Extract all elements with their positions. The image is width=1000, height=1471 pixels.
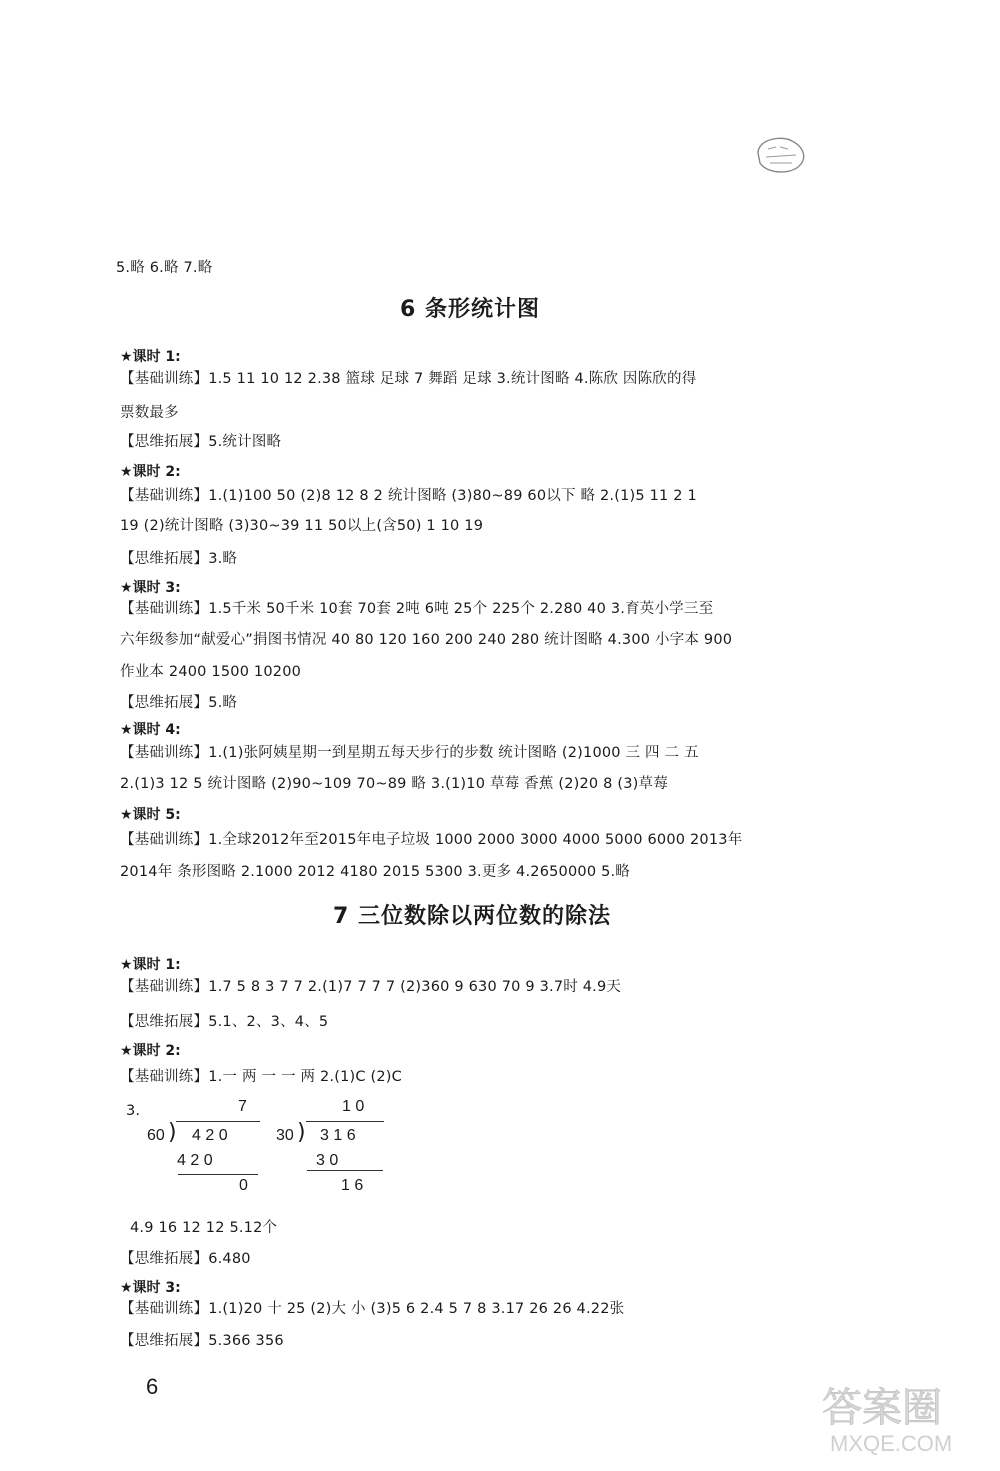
remainder: 1 6	[341, 1177, 364, 1194]
division-bracket-icon: )	[168, 1120, 177, 1145]
dividend: 4 2 0	[192, 1127, 228, 1144]
lesson-label: ★课时 2:	[120, 1043, 181, 1059]
answer-line: 【基础训练】1.5 11 10 12 2.38 篮球 足球 7 舞蹈 足球 3.统计图略 4.陈欣 因陈欣的得	[120, 371, 697, 387]
answer-line: 【思维拓展】5.366 356	[120, 1333, 284, 1349]
answer-line: 【思维拓展】5.略	[120, 695, 238, 711]
section-6-title: 6 条形统计图	[400, 297, 540, 322]
answer-line: 【基础训练】1.一 两 一 一 两 2.(1)C (2)C	[120, 1069, 402, 1085]
svg-text:答案圈: 答案圈	[822, 1385, 942, 1431]
answer-line: 【基础训练】1.(1)张阿姨星期一到星期五每天步行的步数 统计图略 (2)1000 三 四 二 五	[120, 745, 699, 761]
answer-line: 票数最多	[120, 405, 179, 421]
prev-answers-line: 5.略 6.略 7.略	[116, 260, 213, 276]
lesson-label: ★课时 4:	[120, 722, 181, 738]
item-number: 3.	[126, 1103, 141, 1119]
lesson-label: ★课时 1:	[120, 349, 181, 365]
quotient: 1 0	[342, 1098, 365, 1115]
lesson-label: ★课时 3:	[120, 1280, 181, 1296]
answer-line: 【思维拓展】5.统计图略	[120, 434, 282, 450]
answer-line: 作业本 2400 1500 10200	[120, 664, 302, 680]
section-7-title: 7 三位数除以两位数的除法	[333, 904, 611, 929]
dividend: 3 1 6	[320, 1127, 356, 1144]
answer-line: 【基础训练】1.(1)100 50 (2)8 12 8 2 统计图略 (3)80~89 60以下 略 2.(1)5 11 2 1	[120, 488, 697, 504]
answer-line: 2014年 条形图略 2.1000 2012 4180 2015 5300 3.更多 4.2650000 5.略	[120, 864, 631, 880]
svg-text:MXQE.COM: MXQE.COM	[830, 1431, 953, 1456]
product: 4 2 0	[177, 1152, 213, 1169]
answer-line: 【思维拓展】5.1、2、3、4、5	[120, 1014, 329, 1030]
seal-stamp-icon	[752, 133, 810, 175]
remainder: 0	[239, 1177, 248, 1194]
product: 3 0	[316, 1152, 339, 1169]
answer-line: 【基础训练】1.5千米 50千米 10套 70套 2吨 6吨 25个 225个 2.280 40 3.育英小学三至	[120, 601, 714, 617]
page-number: 6	[146, 1374, 159, 1399]
answer-line: 2.(1)3 12 5 统计图略 (2)90~109 70~89 略 3.(1)10 草莓 香蕉 (2)20 8 (3)草莓	[120, 776, 668, 792]
division-bracket-icon: )	[297, 1120, 306, 1145]
lesson-label: ★课时 2:	[120, 464, 181, 480]
lesson-label: ★课时 5:	[120, 807, 181, 823]
quotient: 7	[238, 1098, 247, 1115]
lesson-label: ★课时 3:	[120, 580, 181, 596]
answer-line: 【基础训练】1.全球2012年至2015年电子垃圾 1000 2000 3000 4000 5000 6000 2013年	[120, 832, 743, 848]
lesson-label: ★课时 1:	[120, 957, 181, 973]
answer-line: 4.9 16 12 12 5.12个	[130, 1220, 278, 1236]
watermark-logo-icon	[816, 1377, 976, 1457]
answer-line: 【基础训练】1.7 5 8 3 7 7 2.(1)7 7 7 7 (2)360 9 630 70 9 3.7时 4.9天	[120, 979, 622, 995]
answer-line: 19 (2)统计图略 (3)30~39 11 50以上(含50) 1 10 19	[120, 518, 484, 534]
answer-line: 【基础训练】1.(1)20 十 25 (2)大 小 (3)5 6 2.4 5 7 8 3.17 26 26 4.22张	[120, 1301, 625, 1317]
answer-line: 【思维拓展】3.略	[120, 551, 238, 567]
answer-line: 【思维拓展】6.480	[120, 1251, 251, 1267]
divisor: 60	[147, 1127, 165, 1144]
answer-line: 六年级参加“献爱心”捐图书情况 40 80 120 160 200 240 280 统计图略 4.300 小字本 900	[120, 632, 733, 648]
divisor: 30	[276, 1127, 294, 1144]
